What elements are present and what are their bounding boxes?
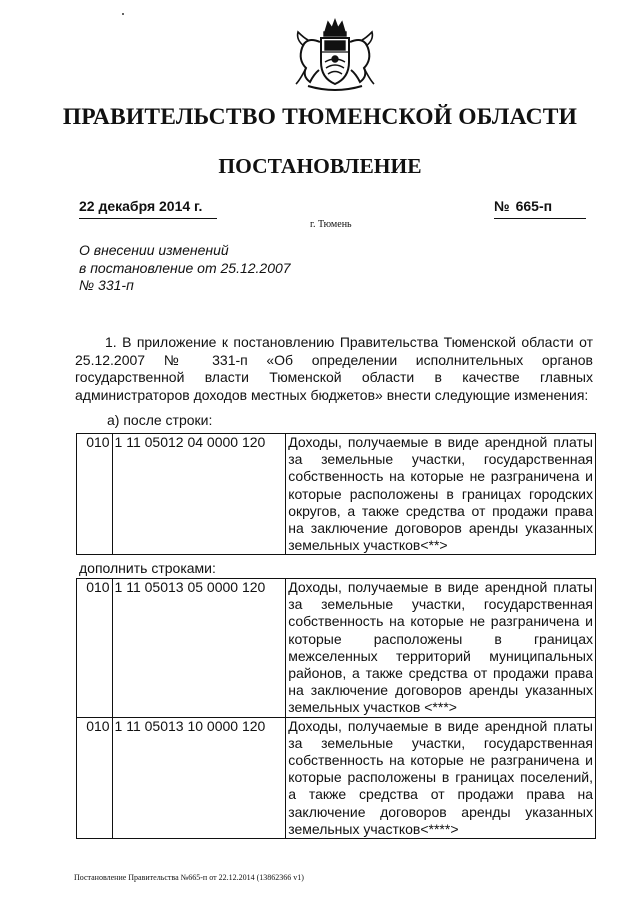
document-number — [494, 198, 586, 219]
name-line: Доходы, получаемые в виде арендной платы — [288, 579, 593, 595]
name-line: собственность на которые не разграничена и — [288, 468, 593, 485]
city: г. Тюмень — [310, 219, 352, 230]
name-line: округов, а также средства от продажи права — [288, 502, 593, 519]
name-line: за земельные участки, государственная — [288, 596, 593, 613]
paragraph-line: 1. В приложение к постановлению Правительства Тюменской области от — [105, 334, 593, 350]
name-line: заключение договоров аренды указанных — [288, 803, 593, 820]
income-code-cell: 1 11 05012 04 0000 120 — [112, 434, 286, 555]
subject-line: в постановление от 25.12.2007 — [79, 259, 291, 276]
document-type-title: ПОСТАНОВЛЕНИЕ — [218, 154, 422, 178]
income-name-cell — [286, 434, 596, 555]
document-subject — [79, 242, 319, 295]
name-line: на заключение договоров аренды указанных — [288, 520, 593, 537]
government-title: ПРАВИТЕЛЬСТВО ТЮМЕНСКОЙ ОБЛАСТИ — [62, 104, 578, 130]
name-line: районов, а также средства от продажи права — [288, 665, 593, 682]
name-line: земельных участков <***> — [288, 699, 457, 716]
name-line: собственность на которые не разграничена и — [288, 752, 593, 769]
name-line: собственность на которые не разграничена и — [288, 613, 593, 630]
name-line: за земельные участки, государственная — [288, 451, 593, 468]
table-row — [77, 434, 596, 555]
name-line: а также средства от продажи права на — [288, 786, 593, 803]
footer-document-ref: Постановление Правительства №665-п от 22.12.2014 (13862366 v1) — [74, 873, 304, 882]
name-line: которые расположены в границах — [288, 630, 593, 647]
paragraph-1 — [75, 334, 593, 404]
number-label: № — [494, 198, 510, 214]
table-new-rows — [76, 578, 596, 839]
table-row — [77, 579, 596, 718]
subject-line: № 331-п — [79, 277, 134, 293]
name-line: которые расположены в границах поселений, — [288, 769, 593, 786]
number-value: 665-п — [515, 198, 553, 214]
name-line: межселенных территорий муниципальных — [288, 647, 593, 664]
subject-line: О внесении изменений — [79, 242, 229, 258]
name-line: земельных участков<**> — [288, 537, 448, 554]
paragraph-line: государственной власти Тюменской области в качестве главных — [75, 369, 593, 385]
income-code-cell: 1 11 05013 10 0000 120 — [112, 717, 286, 838]
name-line: Доходы, получаемые в виде арендной платы — [288, 434, 593, 450]
paragraph-line: 25.12.2007 № 331-п «Об определении исполнительных органов — [75, 351, 593, 368]
name-line: за земельные участки, государственная — [288, 734, 593, 751]
subparagraph-a: а) после строки: — [107, 412, 213, 428]
document-date: 22 декабря 2014 г. — [79, 198, 217, 219]
subparagraph-add-rows: дополнить строками: — [79, 560, 216, 576]
paragraph-line: администраторов доходов местных бюджетов» внести следующие изменения: — [75, 386, 589, 403]
name-line: которые расположены в границах городских — [288, 485, 593, 502]
table-existing-row — [76, 433, 596, 555]
income-code-cell: 1 11 05013 05 0000 120 — [112, 579, 286, 718]
table-row — [77, 717, 596, 838]
scan-speck — [122, 13, 124, 15]
admin-code-cell: 010 — [77, 579, 113, 718]
admin-code-cell: 010 — [77, 717, 113, 838]
tyumen-region-coat-of-arms-icon — [292, 18, 378, 92]
admin-code-cell: 010 — [77, 434, 113, 555]
income-name-cell — [286, 717, 596, 838]
name-line: Доходы, получаемые в виде арендной платы — [288, 717, 593, 734]
income-name-cell — [286, 579, 596, 718]
name-line: на заключение договоров аренды указанных — [288, 682, 593, 699]
name-line: земельных участков<****> — [288, 820, 459, 837]
